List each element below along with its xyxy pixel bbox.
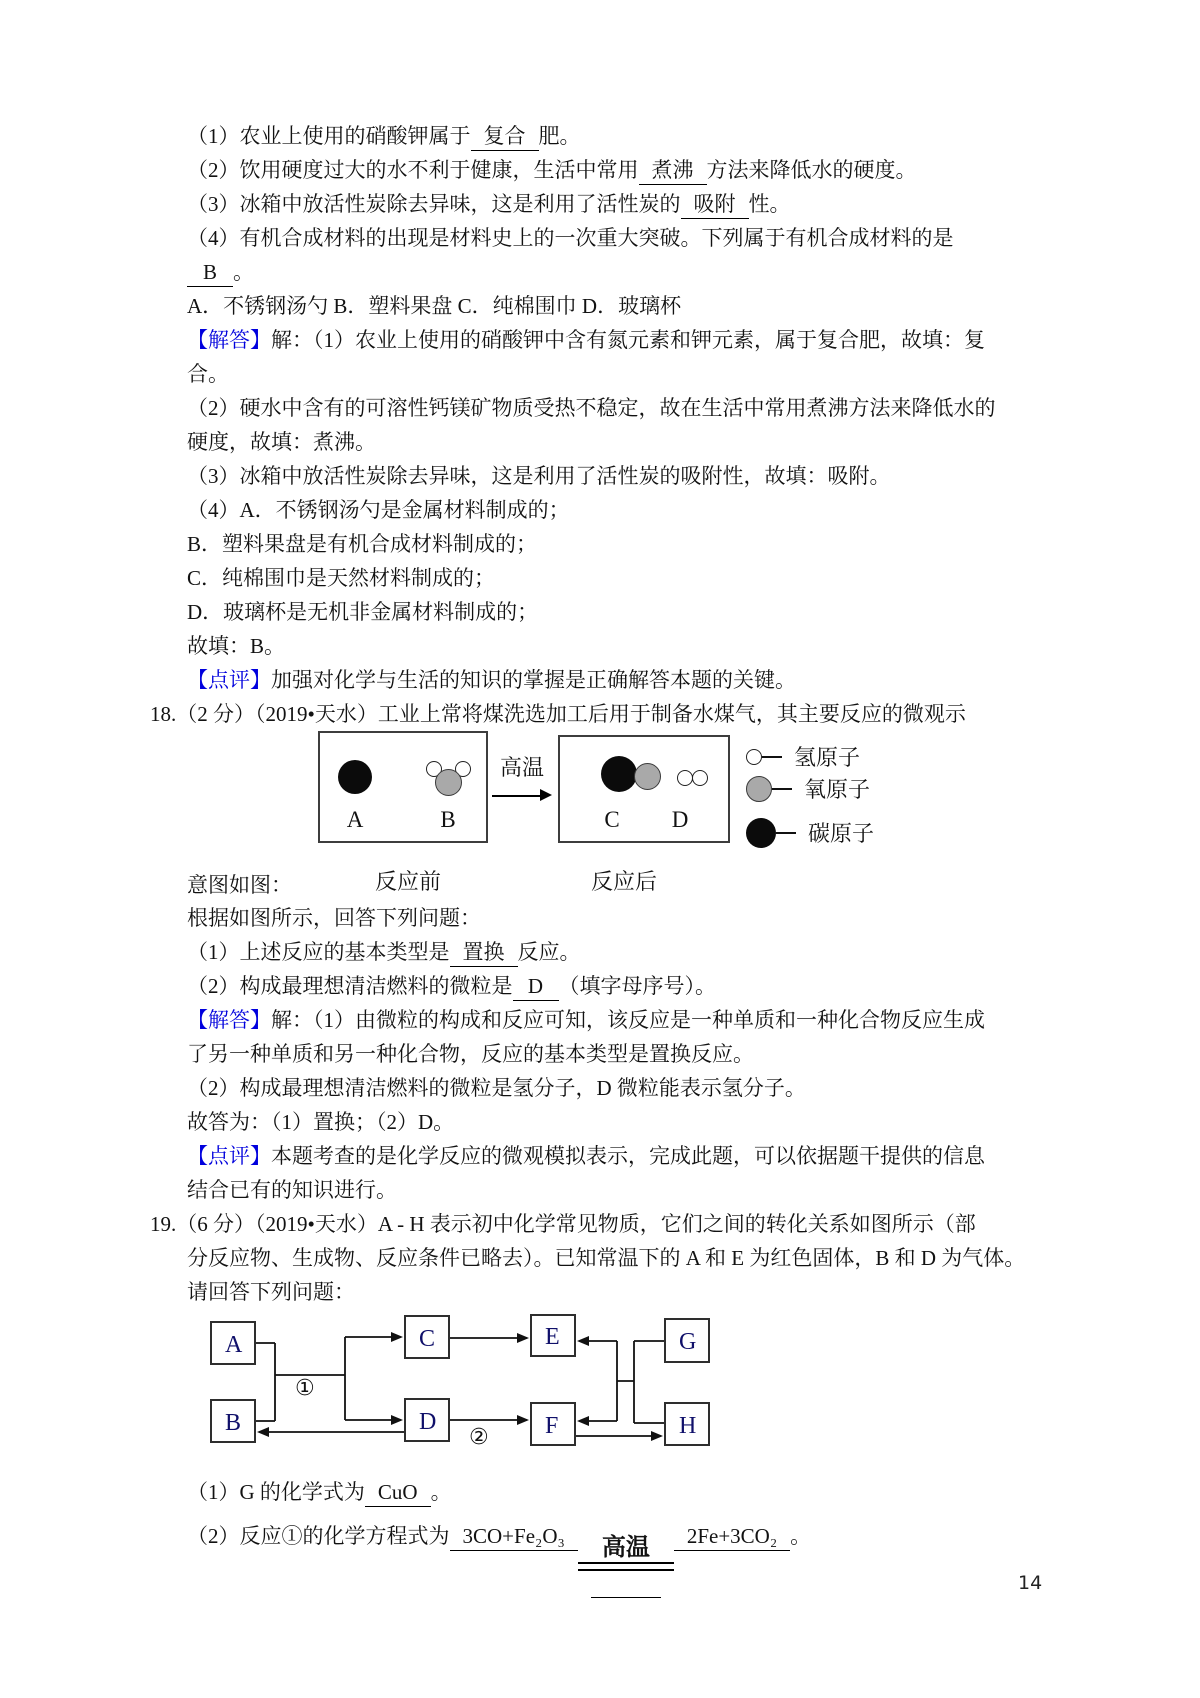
- double-line-equals-icon: [578, 1562, 674, 1571]
- q17-item-4: [150, 221, 1055, 255]
- q17-item-2-post: 方法来降低水的硬度。: [706, 158, 917, 182]
- q18-prompt: 根据如图所示，回答下列问题：: [187, 906, 481, 930]
- oxygen-atom-icon: [634, 763, 661, 790]
- stray-underline: [591, 1597, 661, 1598]
- q18-item-1-post: 反应。: [517, 940, 581, 964]
- q19-item-2-post: 。: [790, 1524, 812, 1548]
- q17-answer-line-7: C．纯棉围巾是天然材料制成的；: [187, 566, 496, 590]
- q19-stem-line-0: [150, 1207, 1055, 1241]
- q19-item-1-text: （1）G 的化学式为: [187, 1480, 365, 1504]
- carbon-atom-icon: [338, 760, 372, 794]
- q17-answer-line-6: B．塑料果盘是有机合成材料制成的；: [187, 532, 538, 556]
- q17-answer-text-0: 解：（1）农业上使用的硝酸钾中含有氮元素和钾元素，属于复合肥，故填：复: [271, 328, 985, 352]
- q17-item-4-answer-line: [150, 255, 1055, 289]
- hydrogen-atom-icon: [677, 770, 693, 786]
- q19-number: 19.: [150, 1212, 177, 1236]
- q18-item-1-blank: 置换: [450, 938, 518, 967]
- q19-item-1: [150, 1475, 1055, 1509]
- q17-item-3-post: 性。: [748, 192, 791, 216]
- q17-answer-line-3: 硬度，故填：煮沸。: [187, 430, 376, 454]
- document-content: [150, 119, 1055, 1598]
- legend-dash: [762, 756, 782, 758]
- molecule-label-a: A: [346, 807, 364, 832]
- q19-flowchart: [205, 1313, 1055, 1465]
- flow-label-E: E: [545, 1324, 560, 1350]
- q19-stem-line-1: 分反应物、生成物、反应条件已略去）。已知常温下的 A 和 E 为红色固体，B 和 D 为气体。: [187, 1246, 1026, 1270]
- equation-condition: 高温: [601, 1535, 650, 1561]
- reaction-condition-arrow: [490, 755, 554, 803]
- q18-item-1: [150, 935, 1055, 969]
- q17-answer-line-5: （4）A．不锈钢汤勺是金属材料制成的；: [187, 498, 570, 522]
- q18-stem-continuation: 意图如图：: [187, 873, 292, 897]
- comment-tag: 【点评】: [187, 1144, 271, 1168]
- q18-item-2-post: （填字母序号）。: [558, 974, 716, 998]
- answer-tag: 【解答】: [187, 328, 271, 352]
- q17-item-2-text: （2）饮用硬度过大的水不利于健康，生活中常用: [187, 158, 639, 182]
- oxygen-atom-icon: [435, 769, 462, 796]
- hydrogen-atom-icon: [746, 749, 762, 765]
- q17-item-1-text: （1）农业上使用的硝酸钾属于: [187, 124, 471, 148]
- legend-row-carbon: [746, 817, 874, 848]
- q18-answer-line-0: [150, 1003, 1055, 1037]
- molecule-label-d: D: [671, 807, 689, 832]
- flow-label-G: G: [679, 1329, 697, 1355]
- legend-dash: [776, 832, 796, 834]
- q18-stem: [150, 697, 1055, 731]
- q19-item-1-post: 。: [430, 1480, 452, 1504]
- equation-right: 2Fe+3CO₂: [674, 1522, 790, 1551]
- q17-item-4-post: 。: [233, 260, 254, 284]
- q17-item-4-text: （4）有机合成材料的出现是材料史上的一次重大突破。下列属于有机合成材料的是: [187, 226, 954, 250]
- q18-reaction-diagram: [150, 731, 1055, 901]
- q18-number: 18.: [150, 702, 177, 726]
- q17-item-1: [150, 119, 1055, 153]
- q17-comment: [150, 663, 1055, 697]
- flow-label-F: F: [545, 1413, 559, 1439]
- flowchart-svg: [205, 1313, 745, 1465]
- legend-dash: [772, 788, 792, 790]
- q17-answer-line-0: [150, 323, 1055, 357]
- comment-tag: 【点评】: [187, 668, 271, 692]
- q18-comment-text-0: 本题考查的是化学反应的微观模拟表示，完成此题，可以依据题干提供的信息: [271, 1144, 985, 1168]
- q17-answer-line-1: 合。: [187, 362, 229, 386]
- q17-answer-line-4: （3）冰箱中放活性炭除去异味，这是利用了活性炭的吸附性，故填：吸附。: [187, 464, 891, 488]
- flow-label-H: H: [679, 1413, 697, 1439]
- q18-item-2: [150, 969, 1055, 1003]
- flow-label-D: D: [419, 1409, 437, 1435]
- q19-item-1-blank: CuO: [365, 1478, 431, 1507]
- flow-label-C: C: [419, 1326, 436, 1352]
- q17-answer-line-9: 故填：B。: [187, 634, 286, 658]
- carbon-atom-icon: [601, 756, 637, 792]
- q17-item-4-blank: B: [187, 258, 233, 287]
- legend-label-oxygen: 氧原子: [804, 777, 871, 802]
- legend-row-hydrogen: [746, 741, 860, 772]
- legend-label-carbon: 碳原子: [808, 821, 875, 846]
- q17-item-3-text: （3）冰箱中放活性炭除去异味，这是利用了活性炭的: [187, 192, 681, 216]
- flow-label-A: A: [225, 1332, 243, 1358]
- q17-item-1-post: 肥。: [538, 124, 581, 148]
- q18-answer-text-0: 解：（1）由微粒的构成和反应可知，该反应是一种单质和一种化合物反应生成: [271, 1008, 985, 1032]
- flow-label-B: B: [225, 1410, 242, 1436]
- q17-comment-text: 加强对化学与生活的知识的掌握是正确解答本题的关键。: [271, 668, 796, 692]
- q18-stem-text: （2 分）（2019•天水）工业上常将煤洗选加工后用于制备水煤气，其主要反应的微观示: [176, 702, 966, 726]
- legend-label-hydrogen: 氢原子: [794, 745, 861, 770]
- before-caption: 反应前: [374, 869, 441, 894]
- q17-item-2-blank: 煮沸: [639, 156, 707, 185]
- equation-spacer: [578, 1571, 674, 1597]
- flow-step-1: ①: [295, 1376, 315, 1401]
- q17-answer-line-8: D．玻璃杯是无机非金属材料制成的；: [187, 600, 539, 624]
- equation-condition-stack: [578, 1535, 674, 1598]
- legend-row-oxygen: [746, 773, 870, 804]
- q18-item-2-blank: D: [513, 972, 559, 1001]
- after-caption: 反应后: [590, 869, 657, 894]
- q18-answer-line-2: （2）构成最理想清洁燃料的微粒是氢分子，D 微粒能表示氢分子。: [187, 1076, 806, 1100]
- q18-item-2-text: （2）构成最理想清洁燃料的微粒是: [187, 974, 513, 998]
- q17-answer-line-2: （2）硬水中含有的可溶性钙镁矿物质受热不稳定，故在生活中常用煮沸方法来降低水的: [187, 396, 996, 420]
- q19-item-2: [150, 1519, 1055, 1598]
- molecule-label-b: B: [440, 807, 456, 832]
- equation-left: 3CO+Fe₂O₃: [450, 1522, 578, 1551]
- q19-item-2-text: （2）反应①的化学方程式为: [187, 1524, 450, 1548]
- molecule-label-c: C: [604, 807, 620, 832]
- q17-item-3-blank: 吸附: [681, 190, 749, 219]
- before-reaction-box: [318, 731, 488, 843]
- oxygen-atom-icon: [746, 776, 772, 802]
- after-reaction-box: [558, 735, 730, 843]
- page-number: 14: [1018, 1572, 1043, 1594]
- flow-step-2: ②: [469, 1425, 489, 1450]
- q18-item-1-text: （1）上述反应的基本类型是: [187, 940, 450, 964]
- q17-item-1-blank: 复合: [471, 122, 539, 151]
- carbon-atom-icon: [746, 818, 776, 848]
- hydrogen-atom-icon: [692, 770, 708, 786]
- right-arrow-icon: [490, 789, 554, 803]
- q18-answer-line-3: 故答为：（1）置换；（2）D。: [187, 1110, 455, 1134]
- answer-tag: 【解答】: [187, 1008, 271, 1032]
- condition-label: 高温: [499, 755, 544, 780]
- q17-item-3: [150, 187, 1055, 221]
- q18-comment-line-0: [150, 1139, 1055, 1173]
- q17-options: A．不锈钢汤勺 B．塑料果盘 C．纯棉围巾 D．玻璃杯: [187, 294, 682, 318]
- q18-answer-line-1: 了另一种单质和另一种化合物，反应的基本类型是置换反应。: [187, 1042, 754, 1066]
- q17-item-2: [150, 153, 1055, 187]
- q19-stem-text-0: （6 分）（2019•天水）A - H 表示初中化学常见物质，它们之间的转化关系如图所示（部: [176, 1212, 976, 1236]
- q18-comment-line-1: 结合已有的知识进行。: [187, 1178, 397, 1202]
- q19-stem-line-2: 请回答下列问题：: [187, 1280, 355, 1304]
